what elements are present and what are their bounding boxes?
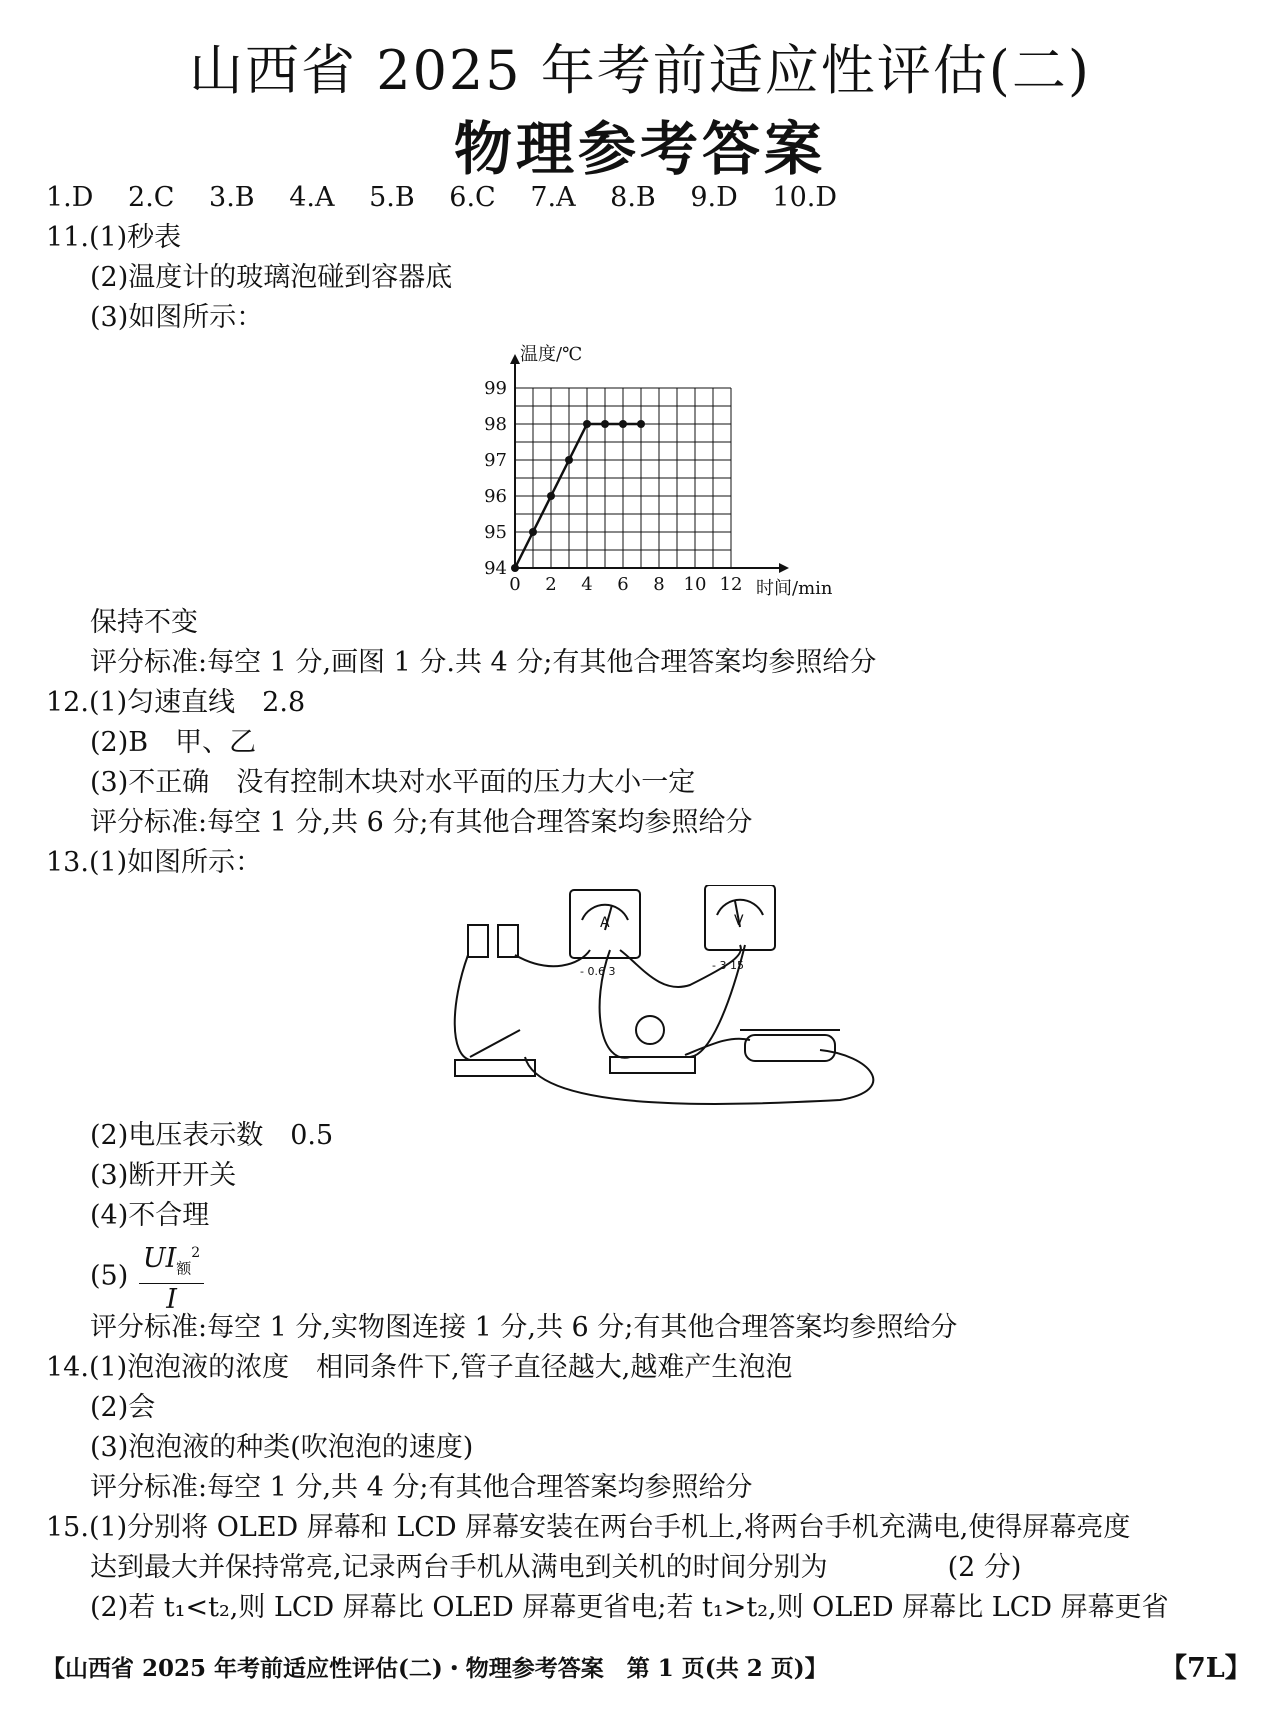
q13-part3: (3)断开开关 bbox=[90, 1160, 237, 1191]
q13-part2: (2)电压表示数 0.5 bbox=[90, 1120, 334, 1151]
q15-part1: 15.(1)分别将 OLED 屏幕和 LCD 屏幕安装在两台手机上,将两台手机充满电,使得屏幕亮度 bbox=[46, 1512, 1131, 1543]
q12-part2: (2)B 甲、乙 bbox=[90, 727, 257, 758]
mc-answer: 7.A bbox=[530, 182, 576, 213]
data-point bbox=[511, 564, 519, 572]
chart-axes bbox=[510, 354, 789, 573]
battery-2-icon bbox=[498, 925, 518, 957]
chart-ticks bbox=[484, 378, 742, 595]
data-point bbox=[637, 420, 645, 428]
x-tick-label: 0 bbox=[509, 574, 521, 595]
x-tick-label: 10 bbox=[683, 574, 707, 595]
mc-answer: 4.A bbox=[289, 182, 335, 213]
x-tick-label: 6 bbox=[617, 574, 629, 595]
chart-grid bbox=[515, 388, 731, 568]
mc-answer: 8.B bbox=[610, 182, 656, 213]
circuit-diagram bbox=[440, 885, 900, 1115]
q15-part1-cont-text: 达到最大并保持常亮,记录两台手机从满电到关机的时间分别为 bbox=[90, 1552, 828, 1583]
q13-scoring: 评分标准:每空 1 分,实物图连接 1 分,共 6 分;有其他合理答案均参照给分 bbox=[90, 1312, 958, 1343]
x-tick-label: 12 bbox=[719, 574, 743, 595]
q13-part5 bbox=[90, 1238, 204, 1316]
q13-part4: (4)不合理 bbox=[90, 1200, 210, 1231]
y-tick-label: 96 bbox=[484, 486, 507, 507]
y-tick-label: 98 bbox=[484, 414, 507, 435]
chart-x-axis-label: 时间/min bbox=[756, 578, 833, 599]
mc-answers-row bbox=[46, 182, 863, 214]
y-tick-label: 99 bbox=[484, 378, 507, 399]
q14-scoring: 评分标准:每空 1 分,共 4 分;有其他合理答案均参照给分 bbox=[90, 1472, 753, 1503]
data-point bbox=[601, 420, 609, 428]
formula-numerator: UI bbox=[142, 1243, 177, 1274]
voltmeter-terminals: - 3 15 bbox=[712, 959, 744, 972]
y-tick-label: 94 bbox=[484, 558, 507, 579]
x-axis-arrow bbox=[779, 563, 789, 573]
y-tick-label: 97 bbox=[484, 450, 507, 471]
data-point bbox=[547, 492, 555, 500]
chart-y-axis-label: 温度/℃ bbox=[520, 344, 583, 365]
page-subtitle: 物理参考答案 bbox=[453, 115, 826, 183]
q11-part3: (3)如图所示： bbox=[90, 302, 264, 333]
q15-part1-cont bbox=[90, 1552, 1021, 1584]
data-point bbox=[583, 420, 591, 428]
voltmeter-symbol: V bbox=[734, 913, 744, 929]
wire bbox=[685, 1039, 750, 1055]
page-footer: 【山西省 2025 年考前适应性评估(二)・物理参考答案 第 1 页(共 2 页)】 bbox=[42, 1655, 828, 1682]
wire bbox=[525, 1050, 873, 1104]
ammeter-symbol: A bbox=[600, 915, 610, 931]
wire bbox=[455, 955, 470, 1060]
mc-answer: 3.B bbox=[209, 182, 255, 213]
q15-part1-score: (2 分) bbox=[947, 1552, 1022, 1583]
bulb-base-icon bbox=[610, 1057, 695, 1073]
data-point bbox=[529, 528, 537, 536]
mc-answer: 10.D bbox=[772, 182, 837, 213]
q11-after-chart: 保持不变 bbox=[90, 607, 198, 638]
mc-answer: 9.D bbox=[690, 182, 738, 213]
x-tick-label: 2 bbox=[545, 574, 557, 595]
ammeter-terminals: - 0.6 3 bbox=[580, 965, 616, 978]
data-point bbox=[619, 420, 627, 428]
formula-denominator: I bbox=[166, 1284, 177, 1316]
q14-part1: 14.(1)泡泡液的浓度 相同条件下,管子直径越大,越难产生泡泡 bbox=[46, 1352, 793, 1383]
rheostat-icon bbox=[745, 1035, 835, 1061]
switch-base-icon bbox=[455, 1060, 535, 1076]
mc-answer: 2.C bbox=[128, 182, 175, 213]
y-axis-arrow bbox=[510, 354, 520, 364]
x-tick-label: 8 bbox=[653, 574, 665, 595]
mc-answer: 5.B bbox=[369, 182, 415, 213]
q11-scoring: 评分标准:每空 1 分,画图 1 分.共 4 分;有其他合理答案均参照给分 bbox=[90, 647, 877, 678]
bulb-icon bbox=[636, 1016, 664, 1044]
page-code: 【7L】 bbox=[1160, 1653, 1252, 1684]
data-point bbox=[565, 456, 573, 464]
mc-answer: 1.D bbox=[46, 182, 94, 213]
x-tick-label: 4 bbox=[581, 574, 593, 595]
switch-lever-icon bbox=[470, 1030, 520, 1057]
q14-part3: (3)泡泡液的种类(吹泡泡的速度) bbox=[90, 1432, 474, 1463]
temperature-time-chart bbox=[470, 340, 870, 605]
y-tick-label: 95 bbox=[484, 522, 507, 543]
formula-subscript: 额 bbox=[176, 1259, 192, 1278]
battery-1-icon bbox=[468, 925, 488, 957]
q13-part1: 13.(1)如图所示： bbox=[46, 847, 263, 878]
q14-part2: (2)会 bbox=[90, 1392, 156, 1423]
mc-answer: 6.C bbox=[449, 182, 496, 213]
formula-exponent: 2 bbox=[191, 1245, 201, 1261]
power-formula bbox=[139, 1238, 204, 1316]
q12-scoring: 评分标准:每空 1 分,共 6 分;有其他合理答案均参照给分 bbox=[90, 807, 753, 838]
page-title: 山西省 2025 年考前适应性评估(二) bbox=[189, 39, 1091, 102]
q15-part2: (2)若 t₁<t₂,则 LCD 屏幕比 OLED 屏幕更省电;若 t₁>t₂,则 OLED 屏幕比 LCD 屏幕更省 bbox=[90, 1592, 1169, 1623]
q12-part1: 12.(1)匀速直线 2.8 bbox=[46, 687, 306, 718]
q11-part1: 11.(1)秒表 bbox=[46, 222, 182, 253]
q12-part3: (3)不正确 没有控制木块对水平面的压力大小一定 bbox=[90, 767, 696, 798]
q11-part2: (2)温度计的玻璃泡碰到容器底 bbox=[90, 262, 453, 293]
q13-part5-prefix: (5) bbox=[90, 1260, 129, 1292]
